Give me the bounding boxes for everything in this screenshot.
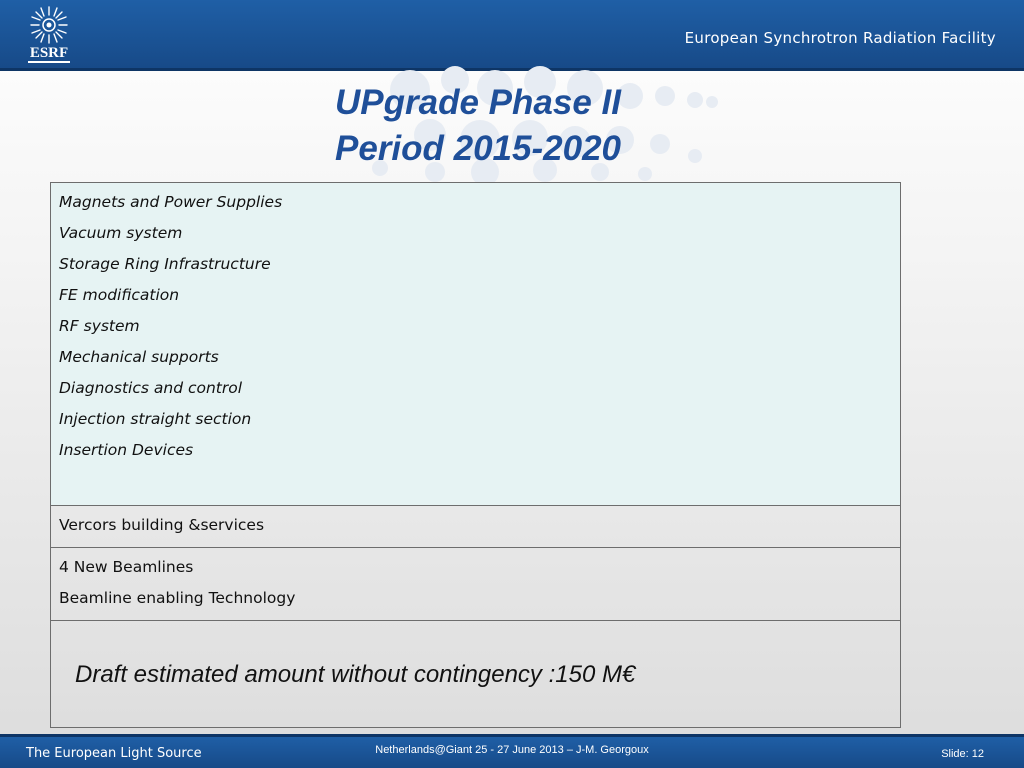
footer-bar [0, 737, 1024, 768]
esrf-logo [22, 5, 76, 65]
estimated-amount: Draft estimated amount without contingency :150 M€ [75, 661, 636, 688]
table-cell-amount [51, 621, 901, 728]
organization-name: European Synchrotron Radiation Facility [684, 29, 996, 47]
list-item: Injection straight section [59, 410, 252, 428]
list-item: FE modification [59, 286, 180, 304]
footer-tagline: The European Light Source [26, 746, 202, 761]
table-row [51, 548, 901, 621]
footer-event: Netherlands@Giant 25 - 27 June 2013 – J-M. Georgoux [375, 744, 649, 756]
table-cell-beamlines [51, 548, 901, 621]
list-item: Insertion Devices [59, 441, 194, 459]
header-bar [0, 0, 1024, 68]
project-table [50, 182, 901, 728]
table-cell-accelerator [51, 183, 901, 506]
title-line-1: UPgrade Phase II [335, 83, 621, 122]
slide-title [200, 80, 756, 172]
slide-number: Slide: 12 [941, 748, 984, 760]
table-row [51, 506, 901, 548]
logo-text: ESRF [29, 45, 69, 61]
list-item: Magnets and Power Supplies [59, 193, 283, 211]
title-line-2: Period 2015-2020 [334, 129, 621, 168]
list-item: RF system [59, 317, 140, 335]
table-row [51, 183, 901, 506]
sunburst-icon [22, 5, 76, 45]
list-item: Beamline enabling Technology [59, 589, 296, 607]
list-item: Vacuum system [59, 224, 183, 242]
list-item: Storage Ring Infrastructure [59, 255, 271, 273]
table-cell-building [51, 506, 901, 548]
list-item: Mechanical supports [59, 348, 219, 366]
table-row [51, 621, 901, 728]
list-item: Diagnostics and control [59, 379, 243, 397]
list-item: 4 New Beamlines [59, 558, 194, 576]
list-item: Vercors building &services [59, 516, 265, 534]
logo-underline [28, 61, 70, 63]
